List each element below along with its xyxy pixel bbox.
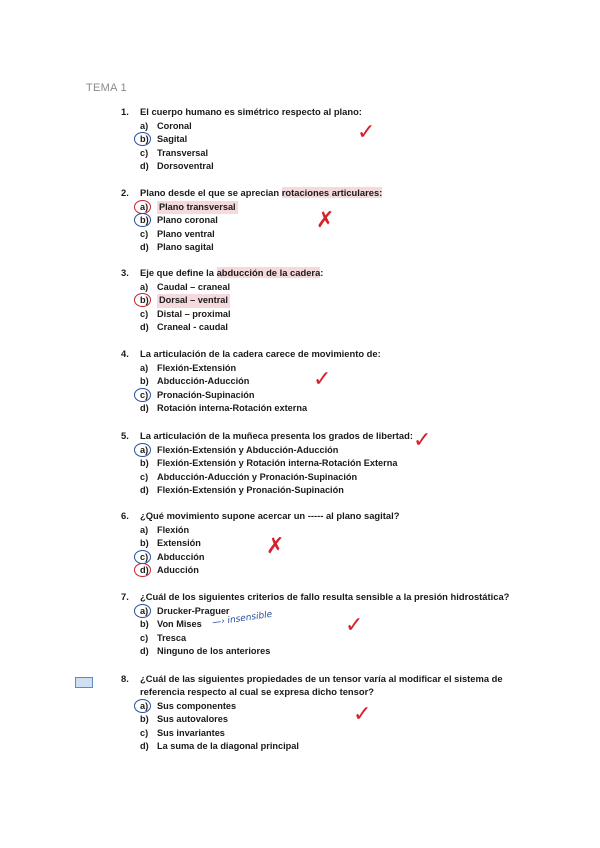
option-a: a) Caudal – craneal <box>140 282 231 292</box>
question-4: 4. La articulación de la cadera carece de movimiento de: a) Flexión-Extensión b) Abducción-Aducción c) Pronación-Supinación d) Rotación interna-Rotación externa <box>121 347 521 416</box>
option-d: d) Flexión-Extensión y Pronación-Supinación <box>140 485 344 496</box>
option-a: a) Flexión <box>140 525 190 535</box>
question-6: 6. ¿Qué movimiento supone acercar un ----- al plano sagital? a) Flexión b) Extensión c) Abducción d) Aducción <box>121 509 521 578</box>
option-b: b) Plano coronal <box>140 214 521 227</box>
option-c: c) Sus invariantes <box>140 727 225 738</box>
option-b: b) Extensión <box>140 538 201 549</box>
option-c: c) Distal – proximal <box>140 308 231 319</box>
check-mark: ✓ <box>313 367 332 392</box>
answer-circle-blue <box>134 388 151 402</box>
answer-circle-blue <box>134 443 151 457</box>
option-d: d) Aducción <box>140 564 521 577</box>
option-b: b) Sagital <box>140 133 521 146</box>
question-number: 1. <box>121 106 129 117</box>
option-a: a) Sus componentes <box>140 700 521 713</box>
comment-badge[interactable] <box>75 677 93 688</box>
question-8: 8. ¿Cuál de las siguientes propiedades de un tensor varía al modificar el sistema de referencia respecto al cual se expresa dicho tensor? a) Sus componentes b) Sus autovalores c) Sus invariantes d) La suma de la diagonal principal <box>121 672 521 754</box>
option-d: d) Dorsoventral <box>140 161 214 172</box>
option-d: d) La suma de la diagonal principal <box>140 741 299 752</box>
answer-circle-red <box>134 200 151 214</box>
handwritten-annotation: —› insensible <box>211 609 273 629</box>
option-d: d) Ninguno de los anteriores <box>140 646 271 657</box>
question-3: 3. Eje que define la abducción de la cadera: a) Caudal – craneal b) Dorsal – ventral c) Distal – proximal d) Craneal - caudal <box>121 266 521 335</box>
option-a: a) Plano transversal <box>140 201 521 214</box>
option-c: c) Tresca <box>140 632 187 643</box>
option-c: c) Abducción-Aducción y Pronación-Supinación <box>140 471 358 482</box>
option-c: c) Plano ventral <box>140 228 215 239</box>
option-a: a) Drucker-Praguer <box>140 605 521 618</box>
option-d: d) Craneal - caudal <box>140 322 228 333</box>
question-1 <box>121 105 521 174</box>
x-mark: ✗ <box>266 534 285 559</box>
answer-circle-blue <box>134 550 151 564</box>
check-mark: ✓ <box>345 613 364 638</box>
answer-circle-blue <box>134 604 151 618</box>
check-mark: ✓ <box>353 702 372 727</box>
option-b: b) Dorsal – ventral <box>140 294 521 307</box>
option-b: b) Von Mises <box>140 619 202 630</box>
option-b: b) Abducción-Aducción <box>140 376 250 387</box>
option-d: d) Plano sagital <box>140 242 214 253</box>
option-c: c) Pronación-Supinación <box>140 389 521 402</box>
option-c: c) Transversal <box>140 147 209 158</box>
option-a: a) Flexión-Extensión y Abducción-Aducción <box>140 444 521 457</box>
question-7: 7. ¿Cuál de los siguientes criterios de fallo resulta sensible a la presión hidrostática? a) Drucker-Praguer b) Von Mises c) Tresca d) Ninguno de los anteriores <box>121 590 521 659</box>
answer-circle-blue <box>134 699 151 713</box>
option-b: b) Sus autovalores <box>140 714 228 725</box>
page-title: TEMA 1 <box>86 82 127 94</box>
question-text: El cuerpo humano es simétrico respecto al plano: <box>140 106 362 117</box>
option-c: c) Abducción <box>140 551 521 564</box>
question-5: 5. La articulación de la muñeca presenta los grados de libertad: a) Flexión-Extensión y Abducción-Aducción b) Flexión-Extensión y Rotación interna-Rotación Externa c) Abducción-Aducción y Pronación-Supinación d) Flexión-Extensión y Pronación-Supinación <box>121 429 521 498</box>
check-mark: ✓ <box>357 120 376 145</box>
option-d: d) Rotación interna-Rotación externa <box>140 403 308 414</box>
question-2: 2. Plano desde el que se aprecian rotaciones articulares: a) Plano transversal b) Plano coronal c) Plano ventral d) Plano sagital <box>121 186 521 255</box>
check-mark: ✓ <box>413 428 432 453</box>
option-a: a) Flexión-Extensión <box>140 363 237 373</box>
x-mark: ✗ <box>316 208 335 233</box>
option-a: a) Coronal <box>140 121 192 131</box>
option-b: b) Flexión-Extensión y Rotación interna-Rotación Externa <box>140 458 398 469</box>
